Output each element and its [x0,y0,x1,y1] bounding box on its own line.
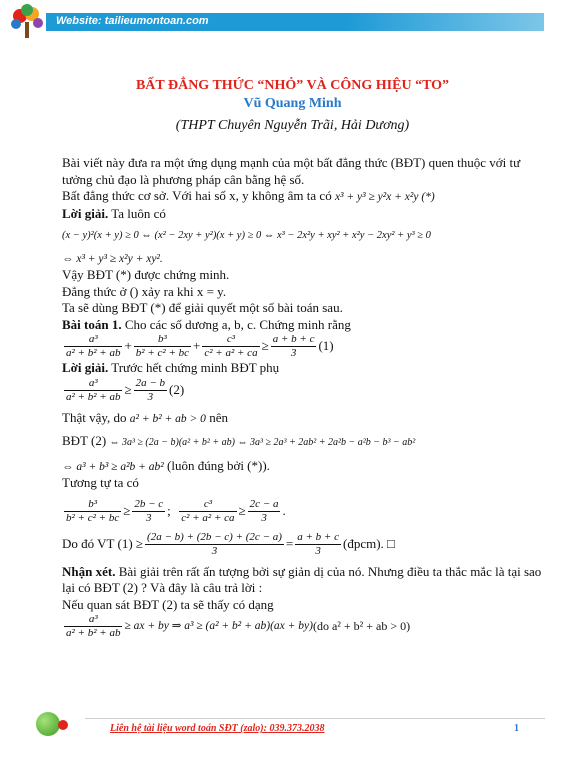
equation-1: (x − y)²(x + y) ≥ 0 ⇔ (x² − 2xy + y²)(x + y) ≥ 0 ⇔ x³ − 2x²y + xy² + x²y − 2xy² + y³ ≥ 0 [62,230,431,241]
intro-paragraph: Bài viết này đưa ra một ứng dụng mạnh của một bất đẳng thức (BĐT) quen thuộc với tư tưởng chủ đạo là phương pháp cân bằng hệ số. [62,155,521,187]
conclusion-line: Do đó VT (1) ≥ $\frac{(2a - b) + (2b - c) + (2c - a)}{3}$ = $\frac{a + b + c}{3}$ (đpcm). □ [62,530,395,557]
similar-line: Tương tự ta có [62,475,139,490]
equation-4: ⇔ a³ + b³ ≥ a²b + ab² (luôn đúng bởi (*)). [62,457,270,473]
final-inequality: $\frac{\text{a³}}{\text{a² + b² + ab}}$ ≥ ax + by ⇒ a³ ≥ (a² + b² + ab)(ax + by) (do a² + b² + ab > 0) [66,613,411,639]
footer-contact[interactable]: Liên hệ tài liệu word toán SĐT (zalo): 039.373.2038 [110,723,325,734]
equation-3: BĐT (2) ⇔ 3a³ ≥ (2a − b)(a² + b² + ab) ⇔ 3a³ ≥ 2a³ + 2ab² + 2a²b − a²b − b³ − ab² [62,433,416,448]
auxiliary-inequality: $\frac{\text{a³}}{\text{a² + b² + ab}}$ ≥ $\frac{2a - b}{3}$ (2) [66,376,185,403]
basic-inequality-math: x³ + y³ ≥ y²x + x²y (*) [334,191,435,203]
author-affiliation: (THPT Chuyên Nguyễn Trãi, Hải Dương) [175,118,410,133]
solution-intro: Lời giải. Ta luôn có [62,205,166,221]
footer-divider [85,718,545,719]
indeed-line: Thật vậy, do a² + b² + ab > 0 nên [62,409,228,425]
page-title: BẤT ĐẲNG THỨC “NHỎ” VÀ CÔNG HIỆU “TO” [135,78,450,93]
page-number: 1 [514,723,519,734]
similar-inequalities: $\frac{\text{b³}}{\text{b² + c² + bc}}$ ≥ $\frac{2b - c}{3}$ ; $\frac{\text{c³}}{\text{c² + a² + ca}}$ ≥ $\frac{2c - a}{3}$ . [66,497,286,524]
solution-2-intro: Lời giải. Trước hết chứng minh BĐT phụ [62,360,280,375]
equation-2: ⇔ x³ + y³ ≥ x²y + xy². [62,252,163,265]
usage-line: Ta sẽ dùng BĐT (*) để giải quyết một số bài toán sau. [62,300,343,315]
equality-line: Đẳng thức ở () xảy ra khi x = y. [62,283,227,299]
remark-paragraph: Nhận xét. Bài giải trên rất ấn tượng bởi sự giản dị của nó. Nhưng điều ta thắc mắc là tại sao lại có BĐT (2) ? Và đây là câu trả lời : [62,563,542,595]
article-body [62,155,542,640]
footer-green-dot-icon [36,712,60,736]
problem-1-inequality: $\frac{\text{a³}}{\text{a² + b² + ab}}$ + $\frac{\text{b³}}{\text{b² + c² + bc}}$ + $\frac{\text{c³}}{\text{c² + a² + ca}}$ ≥ $\frac{a + b + c}{3}$ (1) [66,333,334,359]
observe-line: Nếu quan sát BĐT (2) ta sẽ thấy có dạng [62,596,274,612]
basic-inequality-line: Bất đẳng thức cơ sở. Với hai số x, y không âm ta có x³ + y³ ≥ y²x + x²y (*) [62,188,435,203]
problem-1-statement: Bài toán 1. Cho các số dương a, b, c. Chứng minh rằng [62,316,351,332]
footer-red-dot-icon [58,720,68,730]
website-label[interactable]: Website: tailieumontoan.com [56,15,209,27]
proved-line: Vậy BĐT (*) được chứng minh. [62,267,230,282]
author-name: Vũ Quang Minh [243,96,342,111]
tree-logo-icon [6,4,48,40]
